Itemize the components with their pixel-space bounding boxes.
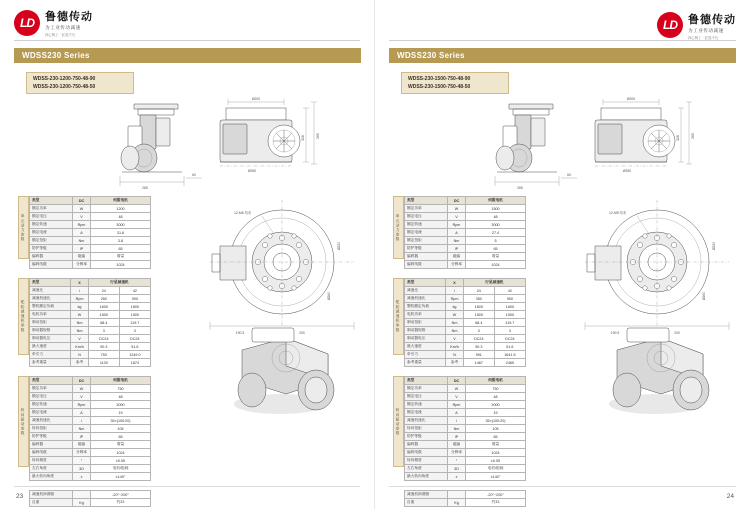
table-row: 参考重量 参考 1487 2465: [405, 359, 526, 367]
footer-divider: [389, 486, 736, 487]
dim-pcd: Ø220: [712, 241, 716, 251]
logo-mark-icon: LD: [657, 12, 683, 38]
brand-tagline: 四心铸工 · 匠造不凡: [45, 33, 76, 37]
table-row: 额定功率 W 1500: [405, 205, 526, 213]
table-row: 编码器 磁编 增量: [30, 441, 151, 449]
table-row: 额定转速 Rpm 3000: [405, 221, 526, 229]
table-side-tag: 转向驱动参数: [393, 376, 404, 467]
model-code-box-right: [401, 72, 509, 94]
table-side-tag: 转向驱动参数: [18, 376, 29, 467]
page-left: [0, 0, 375, 509]
table-row: 自重 Kg 约33: [30, 499, 151, 507]
render-3d-drawing: [609, 328, 709, 414]
table-header-cell: 类型: [30, 197, 73, 205]
logo-mark-icon: LD: [14, 10, 40, 36]
page-number-right: 24: [726, 493, 734, 500]
table-row: 额定电压 V 48: [30, 393, 151, 401]
table-row: 制动器规格 Nm 3 3: [405, 327, 526, 335]
brand-slogan: 为工业传动减速: [45, 25, 81, 30]
table-row: 编码器 磁编 增量: [30, 253, 151, 261]
table-row: 减速机润滑脂 -20°~200°: [405, 491, 526, 499]
model-code-box-left: [26, 72, 134, 94]
brand-tagline: 四心铸工 · 匠造不凡: [688, 35, 719, 40]
table-row: 类型 DC 伺服电机: [30, 377, 151, 385]
table-row: 编码线数 分辨率 1024: [30, 449, 151, 457]
side-view-drawing: [495, 104, 559, 190]
page-number-left: 23: [16, 493, 24, 500]
spec-table-block-steering-left: [18, 376, 151, 481]
table-row: 额定电流 A 19: [405, 409, 526, 417]
table-row: 编码线数 分辨率 1024: [405, 261, 526, 269]
brand-slogan: 为工业传动减速: [688, 27, 724, 33]
brand-logo-right: [657, 8, 736, 42]
dim-small: 60: [192, 173, 196, 177]
table-row: 制动器规格 Nm 3 3: [30, 327, 151, 335]
dim-small: 60: [567, 173, 571, 177]
page-right: [375, 0, 750, 509]
table-row: 参考重量 参考 1130 1874: [30, 359, 151, 367]
table-row: [30, 197, 151, 205]
table-header-cell: 伺服电机: [91, 197, 151, 205]
table-row: 额定电流 A 19: [30, 409, 151, 417]
table-row: 减速比 i 24 42: [30, 287, 151, 295]
dim-width-right: 265: [517, 186, 523, 190]
page-header-right: [389, 8, 736, 42]
dim-bolt-circle: Ø260: [327, 291, 331, 301]
dim-height-a: 328: [301, 135, 305, 141]
table-row: 防护等级 IP 65: [405, 245, 526, 253]
brand-logo-left: [14, 8, 360, 37]
series-band-left: [14, 48, 361, 63]
table-row: 防护等级 IP 65: [405, 433, 526, 441]
table-row: 编码器 磁编 增量: [405, 441, 526, 449]
table-row: 类型 X 行星减速机: [405, 279, 526, 287]
table-row: 额定扭矩 Nm 3.8: [30, 237, 151, 245]
dim-width-left: 265: [142, 186, 148, 190]
table-row: 转向扭矩 Nm 105: [30, 425, 151, 433]
table-row: 最大转向角度 ± ±140°: [405, 473, 526, 481]
table-row: 牵引力 N 753 1249.0: [30, 351, 151, 359]
table-row: 防护等级 IP 65: [30, 245, 151, 253]
dim-height-b: 265: [691, 133, 695, 139]
top-view-drawing: [210, 200, 354, 335]
table-gearbox-right: [404, 278, 526, 367]
table-row: 额定电流 A 27.4: [405, 229, 526, 237]
table-row: 制动器电压 V DC24 DC24: [405, 335, 526, 343]
table-side-tag: 单元动力参数: [393, 196, 404, 259]
table-row: 额定电压 V 48: [405, 393, 526, 401]
table-power-left: [29, 196, 151, 269]
table-side-tag: 舵轮减速机参数: [18, 278, 29, 355]
table-row: 左右角度 3D 电机/抱闸: [405, 465, 526, 473]
table-row: 减速机速比 i 35×(100:20): [405, 417, 526, 425]
table-row: 转向精度 ° ±0.05: [30, 457, 151, 465]
table-row: 制动扭矩 Nm 68.4 119.7: [405, 319, 526, 327]
table-row: 最大速度 Km/h 90.3 51.6: [405, 343, 526, 351]
table-row: 整机额定负载 kg 1600 1600: [30, 303, 151, 311]
table-row: 牵引力 N 991 1641.5: [405, 351, 526, 359]
header-divider: [389, 40, 736, 41]
brand-name: 鲁德传动: [688, 13, 736, 26]
table-row: 额定功率 W 750: [405, 385, 526, 393]
table-row: 减速机速比 i 35×(100:20): [30, 417, 151, 425]
table-row: 最大转向角度 ± ±140°: [30, 473, 151, 481]
table-row: 类型 X 行星减速机: [30, 279, 151, 287]
table-row: 编码线数 分辨率 1024: [30, 261, 151, 269]
dim-pcd: Ø220: [337, 241, 341, 251]
table-row: 额定功率 W 1200: [30, 205, 151, 213]
table-row: 额定扭矩 Nm 5: [405, 237, 526, 245]
table-row: 编码器 磁编 增量: [405, 253, 526, 261]
table-misc-left: [29, 490, 151, 507]
table-power-right: [404, 196, 526, 269]
model-code-line-1: WDSS-230-1200-750-48-90: [33, 76, 96, 82]
table-gearbox-left: [29, 278, 151, 367]
spec-table-block-gearbox-left: [18, 278, 151, 367]
brand-name: 鲁德传动: [45, 11, 93, 23]
dim-height-a: 328: [676, 135, 680, 141]
table-misc-right: [404, 490, 526, 507]
spec-tables-left: [18, 196, 151, 516]
dim-wheel-dia: Ø250: [247, 169, 257, 173]
front-view-drawing: [561, 97, 695, 178]
table-row: 转向精度 ° ±0.05: [405, 457, 526, 465]
dim-flange-dia: Ø200: [251, 97, 261, 101]
table-side-tag: 舵轮减速机参数: [393, 278, 404, 355]
table-row: 左右角度 3D 电机/抱闸: [30, 465, 151, 473]
spec-tables-right: [393, 196, 526, 516]
table-row: 额定转速 Rpm 3000: [30, 221, 151, 229]
table-row: 电机功率 W 1500 1500: [405, 311, 526, 319]
table-steering-right: [404, 376, 526, 481]
dim-190: 190.5: [235, 331, 245, 335]
table-row: 自重 Kg 约33: [405, 499, 526, 507]
note-holes: 12-M8 均布: [609, 211, 627, 215]
table-row: 防护等级 IP 65: [30, 433, 151, 441]
table-row: 额定转速 Rpm 3000: [405, 401, 526, 409]
render-3d-drawing: [234, 328, 334, 414]
note-holes: 12-M8 均布: [234, 211, 252, 215]
dim-wheel-dia: Ø250: [622, 169, 632, 173]
spec-table-block-power-right: [393, 196, 526, 269]
table-row: 减速机润滑脂 -20°~200°: [30, 491, 151, 499]
table-row: 电机功率 W 1500 1500: [30, 311, 151, 319]
dim-height-b: 265: [316, 133, 320, 139]
table-header-cell: DC: [73, 197, 91, 205]
table-steering-left: [29, 376, 151, 481]
page-header-left: [14, 8, 360, 42]
series-title: WDSS230 Series: [397, 51, 465, 60]
series-band-right: [389, 48, 736, 63]
table-row: 额定功率 W 750: [30, 385, 151, 393]
model-code-line-2: WDSS-230-1200-750-48-50: [33, 84, 96, 90]
table-row: 制动器电压 V DC24 DC24: [30, 335, 151, 343]
table-row: 类型 DC 伺服电机: [405, 197, 526, 205]
series-title: WDSS230 Series: [22, 51, 90, 60]
table-row: 减速机速比 Rpm 250 900: [30, 295, 151, 303]
dim-200: 200: [299, 331, 305, 335]
side-view-drawing: [120, 104, 184, 190]
table-row: 最大速度 Km/h 90.3 51.6: [30, 343, 151, 351]
table-side-tag: 单元动力参数: [18, 196, 29, 259]
spec-table-block-gearbox-right: [393, 278, 526, 367]
header-divider: [14, 40, 360, 41]
dim-flange-dia: Ø200: [626, 97, 636, 101]
top-view-drawing: [585, 200, 729, 335]
spec-table-block-steering-right: [393, 376, 526, 481]
dim-190: 190.5: [610, 331, 620, 335]
table-row: 额定转速 Rpm 3000: [30, 401, 151, 409]
front-view-drawing: [186, 97, 320, 178]
table-row: 整机额定负载 kg 1600 1600: [405, 303, 526, 311]
table-row: 转向扭矩 Nm 105: [405, 425, 526, 433]
table-row: 类型 DC 伺服电机: [405, 377, 526, 385]
dim-bolt-circle: Ø260: [702, 291, 706, 301]
table-row: 编码线数 分辨率 1024: [405, 449, 526, 457]
dim-200: 200: [674, 331, 680, 335]
table-row: 减速比 i 24 42: [405, 287, 526, 295]
table-row: 制动扭矩 Nm 68.4 119.7: [30, 319, 151, 327]
footer-divider: [14, 486, 360, 487]
model-code-line-1: WDSS-230-1500-750-48-90: [408, 76, 471, 82]
table-row: 额定电压 V 48: [30, 213, 151, 221]
model-code-line-2: WDSS-230-1500-750-48-50: [408, 84, 471, 90]
table-row: 额定电压 V 48: [405, 213, 526, 221]
table-row: 额定电流 A 31.6: [30, 229, 151, 237]
spec-table-block-power-left: [18, 196, 151, 269]
table-row: 减速机速比 Rpm 350 900: [405, 295, 526, 303]
